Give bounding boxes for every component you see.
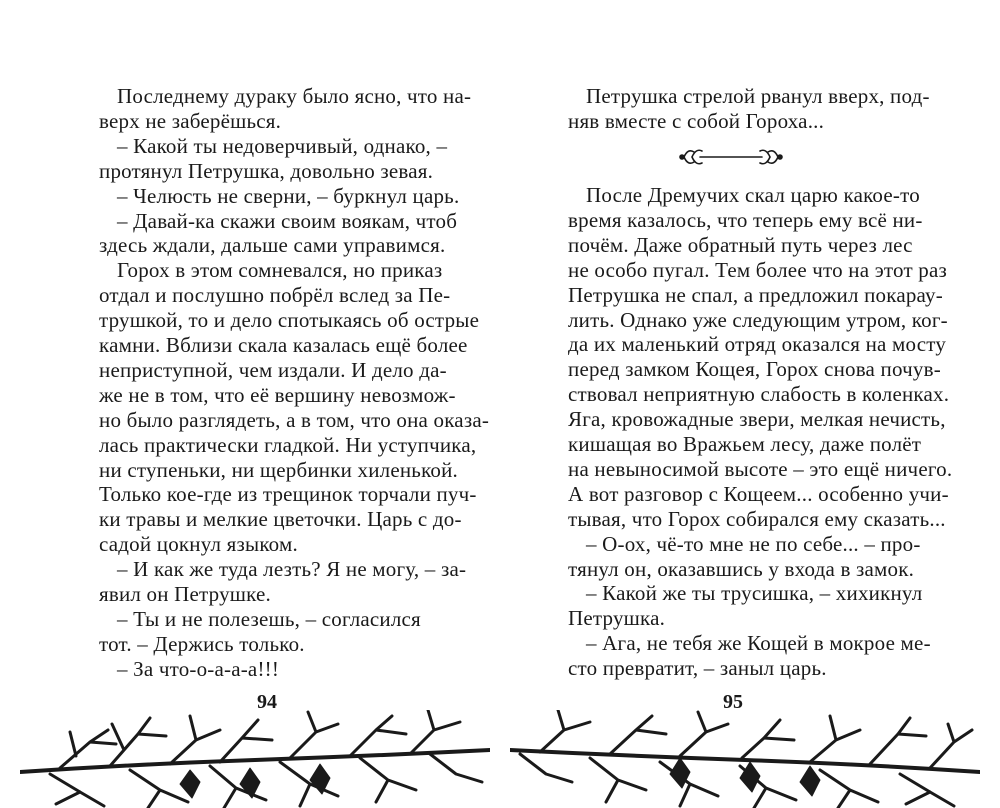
text-line: не особо пугал. Тем более что на этот раз (568, 257, 947, 282)
text-line: тывая, что Горох собирался ему сказать... (568, 506, 946, 531)
text-line: – Ага, не тебя же Кощей в мокрое ме- (586, 631, 931, 656)
text-line: – Давай-ка скажи своим воякам, чтоб (117, 208, 458, 233)
text-line: верх не заберёшься. (99, 108, 282, 133)
text-line: ки травы и мелкие цветочки. Царь с до- (99, 507, 462, 532)
text-line: кишащая во Вражьем лесу, даже полёт (568, 432, 922, 456)
text-line: же не в том, что её вершину невозмож- (99, 382, 456, 407)
text-line: неприступной, чем издали. И дело да- (99, 357, 447, 382)
text-line: да их маленький отряд оказался на мосту (568, 332, 947, 357)
text-line: – Какой ты недоверчивый, однако, – (117, 133, 448, 158)
text-line: Петрушка. (568, 606, 666, 631)
text-line: лить. Однако уже следующим утром, ког- (568, 307, 948, 332)
text-line: но было разглядеть, а в том, что она оказа- (99, 407, 490, 432)
text-line: отдал и послушно побрёл вслед за Пе- (99, 283, 451, 308)
page-number-right: 95 (723, 691, 743, 713)
text-line: – Ты и не полезешь, – согласился (117, 606, 421, 631)
text-line: протянул Петрушка, довольно зевая. (99, 158, 434, 183)
text-line: тянул он, оказавшись у входа в замок. (568, 556, 915, 581)
text-line: ни ступеньки, ни щербинки хиленькой. (99, 457, 459, 482)
text-line: Только кое-где из трещинок торчали пуч- (99, 482, 477, 507)
text-line: садой цокнул языком. (99, 532, 298, 557)
text-line: – И как же туда лезть? Я не могу, – за- (117, 557, 467, 582)
page-number-left: 94 (257, 691, 277, 713)
text-line: камни. Вблизи скала казалась ещё более (99, 333, 468, 357)
text-line: няв вместе с собой Гороха... (568, 108, 825, 133)
text-line: Последнему дураку было ясно, что на- (117, 84, 472, 108)
text-line: сто превратит, – заныл царь. (568, 656, 827, 681)
text-line: явил он Петрушке. (99, 582, 271, 606)
text-line: тот. – Держись только. (99, 631, 305, 656)
text-line: Петрушка не спал, а предложил покарау- (568, 282, 943, 307)
text-line: – За что-о-а-а-а!!! (117, 656, 280, 681)
bare-branches-ornament-icon (510, 710, 980, 808)
text-line: лась практически гладкой. Ни уступчика, (99, 432, 477, 457)
text-line: Горох в этом сомневался, но приказ (117, 258, 443, 283)
right-page (500, 0, 1000, 808)
text-line: трушкой, то и дело спотыкаясь об острые (99, 308, 480, 333)
text-line: на невыносимой высоте – это ещё ничего. (568, 456, 953, 481)
text-line: Петрушка стрелой рванул вверх, под- (586, 84, 930, 108)
text-line: – О-ох, чё-то мне не по себе... – про- (586, 531, 921, 556)
text-line: время казалось, что теперь ему всё ни- (568, 207, 923, 232)
text-line: – Какой же ты трусишка, – хихикнул (586, 581, 923, 606)
text-line: перед замком Кощея, Горох снова почув- (568, 357, 941, 382)
text-line: здесь ждали, дальше сами управимся. (99, 233, 446, 258)
text-line: ствовал неприятную слабость в коленках. (568, 382, 950, 407)
text-line: После Дремучих скал царю какое-то (586, 183, 920, 207)
bare-branches-ornament-icon (20, 710, 490, 808)
text-line: почём. Даже обратный путь через лес (568, 232, 913, 257)
floral-separator-icon (678, 142, 784, 172)
text-line: Яга, кровожадные звери, мелкая нечисть, (568, 407, 946, 432)
text-line: – Челюсть не сверни, – буркнул царь. (117, 183, 460, 208)
text-line: А вот разговор с Кощеем... особенно учи- (568, 481, 949, 506)
